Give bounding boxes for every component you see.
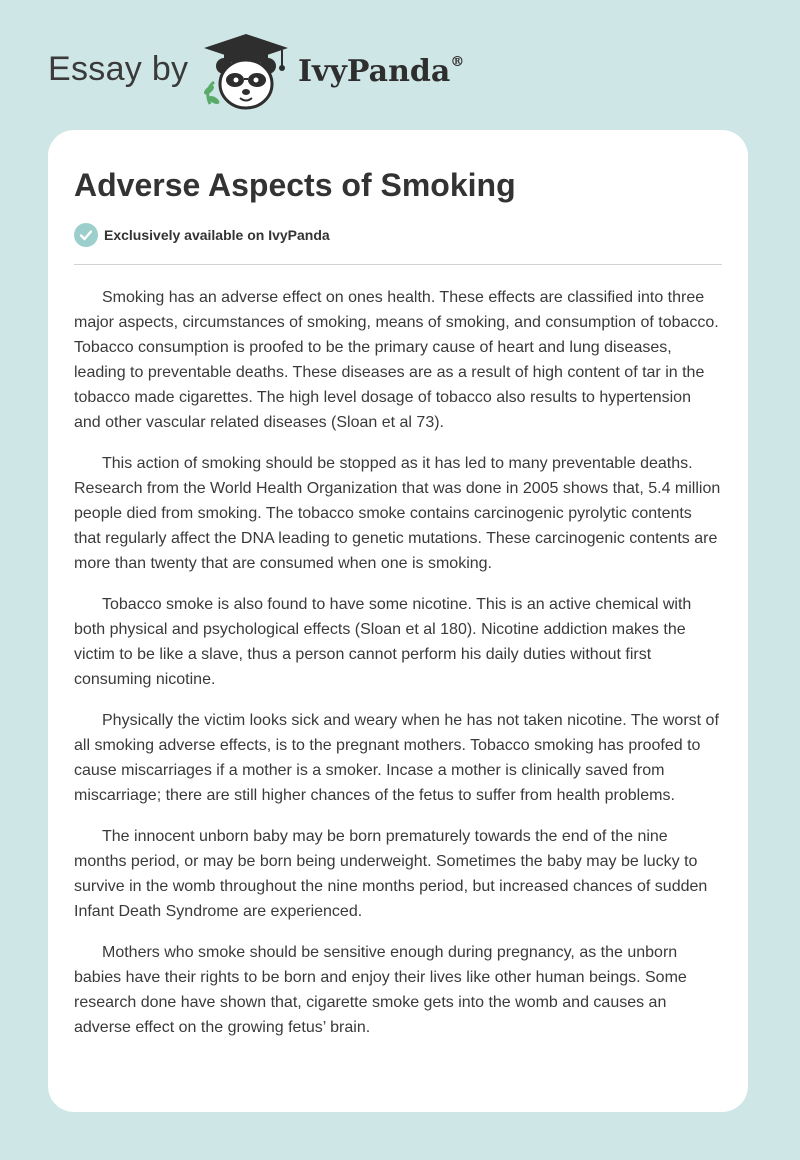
- panda-graduate-icon: [200, 32, 292, 112]
- badge-label: Exclusively available on IvyPanda: [104, 227, 330, 243]
- paragraph: Mothers who smoke should be sensitive enough during pregnancy, as the unborn babies have their rights to be born and enjoy their lives like other human beings. Some research done have shown that, cigarette smoke gets into the womb and causes an adverse effect on the growing fetus’ brain.: [74, 944, 687, 1036]
- site-header: [0, 0, 800, 130]
- paragraph: Physically the victim looks sick and weary when he has not taken nicotine. The worst of all smoking adverse effects, is to the pregnant mothers. Tobacco smoking has proofed to cause miscarriages if a mother is a smoker. Incase a mother is clinically saved from miscarriage; there are still higher chances of the fetus to suffer from health problems.: [74, 712, 719, 804]
- essay-card: [48, 130, 748, 1112]
- essay-by-label: Essay by: [48, 50, 189, 88]
- brand-name[interactable]: IvyPanda®: [298, 54, 465, 89]
- exclusive-badge: [74, 222, 722, 248]
- registered-mark: ®: [450, 54, 465, 70]
- essay-body: [74, 285, 722, 1040]
- paragraph: Tobacco smoke is also found to have some nicotine. This is an active chemical with both physical and psychological effects (Sloan et al 180). Nicotine addiction makes the victim to be like a slave, thus a person cannot perform his daily duties without first consuming nicotine.: [74, 596, 692, 688]
- paragraph: Smoking has an adverse effect on ones health. These effects are classified into three major aspects, circumstances of smoking, means of smoking, and consumption of tobacco. Tobacco consumption is proofed to be the primary cause of heart and lung diseases, leading to preventable deaths. These diseases are as a result of high content of tar in the tobacco made cigarettes. The high level dosage of tobacco also results to hypertension and other vascular related diseases (Sloan et al 73).: [74, 289, 719, 431]
- page-title: Adverse Aspects of Smoking: [74, 167, 516, 203]
- divider: [74, 264, 722, 265]
- check-icon: [74, 223, 98, 247]
- paragraph: The innocent unborn baby may be born prematurely towards the end of the nine months period, or may be born being underweight. Sometimes the baby may be lucky to survive in the womb throughout the nine months period, but increased chances of sudden Infant Death Syndrome are experienced.: [74, 828, 708, 920]
- paragraph: This action of smoking should be stopped as it has led to many preventable deaths. Research from the World Health Organization that was done in 2005 shows that, 5.4 million people died from smoking. The tobacco smoke contains carcinogenic pyrolytic contents that regularly affect the DNA leading to genetic mutations. These carcinogenic contents are more than twenty that are consumed when one is smoking.: [74, 455, 721, 572]
